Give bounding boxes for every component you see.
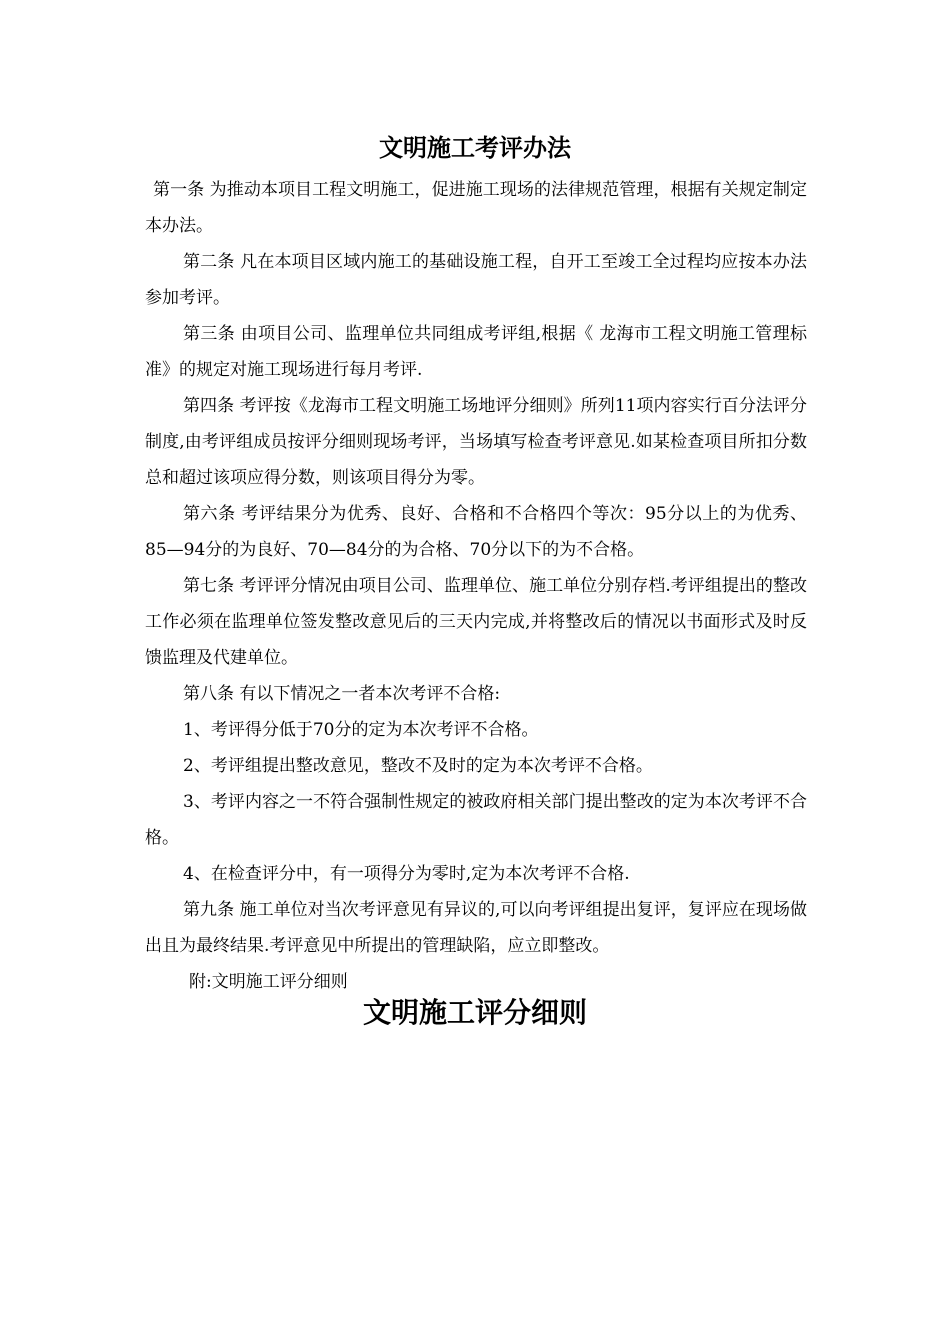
article-1: 第一条 为推动本项目工程文明施工，促进施工现场的法律规范管理，根据有关规定制定本办法。 xyxy=(145,180,807,236)
article-8-item-4: 4、在检查评分中，有一项得分为零时,定为本次考评不合格. xyxy=(183,864,630,884)
article-6: 第六条 考评结果分为优秀、良好、合格和不合格四个等次：95分以上的为优秀、85—94分的为良好、70—84分的为合格、70分以下的为不合格。 xyxy=(145,504,807,560)
section-title: 文明施工评分细则 xyxy=(362,996,587,1029)
article-2: 第二条 凡在本项目区域内施工的基础设施工程，自开工至竣工全过程均应按本办法参加考评。 xyxy=(145,252,807,308)
article-8-item-3: 3、考评内容之一不符合强制性规定的被政府相关部门提出整改的定为本次考评不合格。 xyxy=(145,792,807,848)
article-8: 第八条 有以下情况之一者本次考评不合格: xyxy=(183,684,501,704)
article-8-item-1: 1、考评得分低于70分的定为本次考评不合格。 xyxy=(183,720,539,740)
article-3: 第三条 由项目公司、监理单位共同组成考评组,根据《 龙海市工程文明施工管理标准》的规定对施工现场进行每月考评. xyxy=(145,324,807,380)
document-body xyxy=(145,172,807,1000)
article-4: 第四条 考评按《龙海市工程文明施工场地评分细则》所列11项内容实行百分法评分制度,由考评组成员按评分细则现场考评，当场填写检查考评意见.如某检查项目所扣分数总和超过该项应得分数，则该项目得分为零。 xyxy=(145,396,807,488)
attachment-note: 附:文明施工评分细则 xyxy=(189,972,348,992)
article-7: 第七条 考评评分情况由项目公司、监理单位、施工单位分别存档.考评组提出的整改工作必须在监理单位签发整改意见后的三天内完成,并将整改后的情况以书面形式及时反馈监理及代建单位。 xyxy=(145,576,807,668)
article-8-item-2: 2、考评组提出整改意见，整改不及时的定为本次考评不合格。 xyxy=(183,756,653,776)
article-9: 第九条 施工单位对当次考评意见有异议的,可以向考评组提出复评，复评应在现场做出且为最终结果.考评意见中所提出的管理缺陷，应立即整改。 xyxy=(145,900,807,956)
document-title: 文明施工考评办法 xyxy=(379,133,571,162)
